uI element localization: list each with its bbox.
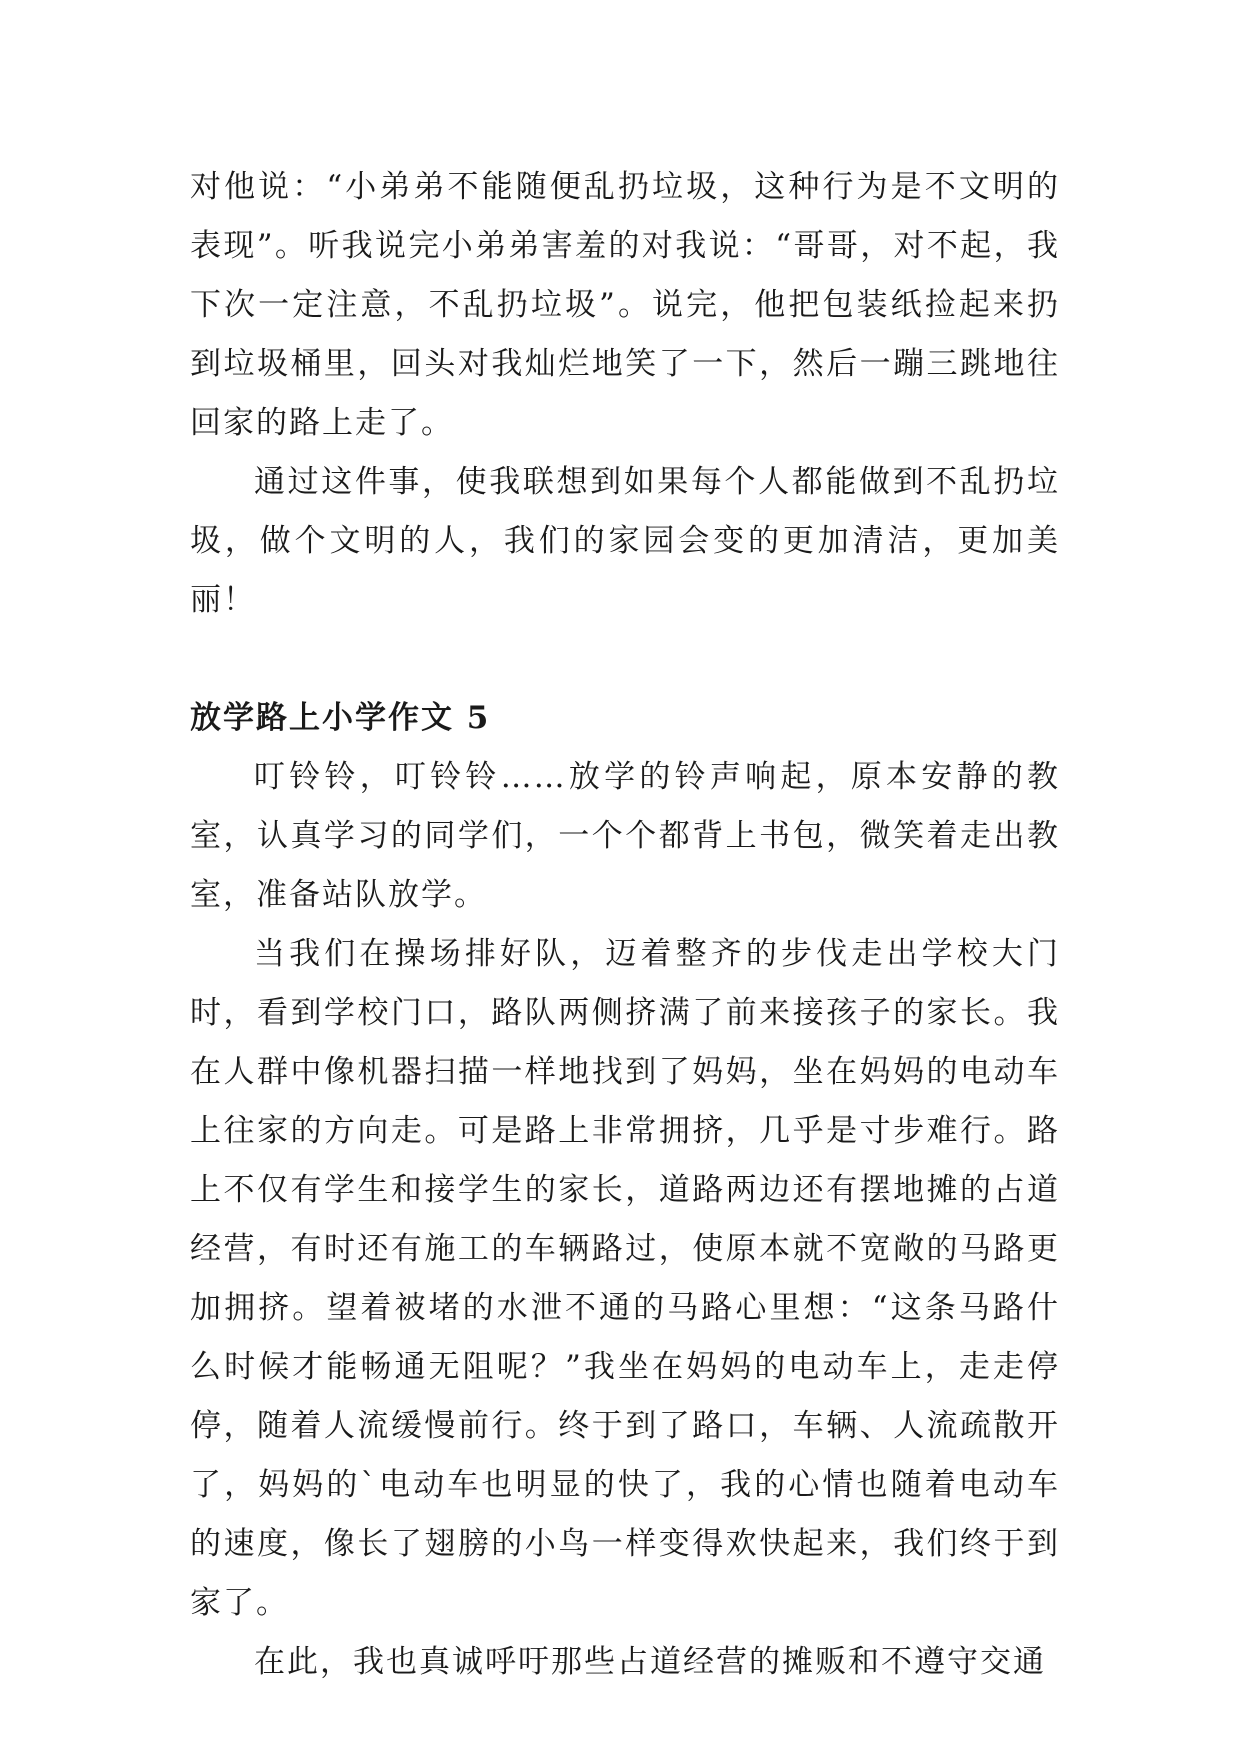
paragraph-road: 当我们在操场排好队，迈着整齐的步伐走出学校大门时，看到学校门口，路队两侧挤满了前来接孩子的家长。我在人群中像机器扫描一样地找到了妈妈，坐在妈妈的电动车上往家的方向走。可是路上非常拥挤，几乎是寸步难行。路上不仅有学生和接学生的家长，道路两边还有摆地摊的占道经营，有时还有施工的车辆路过，使原本就不宽敞的马路更加拥挤。望着被堵的水泄不通的马路心里想：“这条马路什么时候才能畅通无阻呢？”我坐在妈妈的电动车上，走走停停，随着人流缓慢前行。终于到了路口，车辆、人流疏散开了，妈妈的`电动车也明显的快了，我的心情也随着电动车的速度，像长了翅膀的小鸟一样变得欢快起来，我们终于到家了。 [190,936,1060,1621]
paragraph-conclusion: 通过这件事，使我联想到如果每个人都能做到不乱扔垃圾，做个文明的人，我们的家园会变的更加清洁，更加美丽！ [190,464,1060,618]
paragraph-continuation: 对他说：“小弟弟不能随便乱扔垃圾，这种行为是不文明的表现”。听我说完小弟弟害羞的对我说：“哥哥，对不起，我下次一定注意，不乱扔垃圾”。说完，他把包装纸捡起来扔到垃圾桶里，回头对我灿烂地笑了一下，然后一蹦三跳地往回家的路上走了。 [190,169,1060,441]
section-spacer [190,630,1060,689]
paragraph-bell: 叮铃铃，叮铃铃……放学的铃声响起，原本安静的教室，认真学习的同学们，一个个都背上书包，微笑着走出教室，准备站队放学。 [190,759,1060,913]
document-page [190,158,1060,1692]
section-title: 放学路上小学作文 5 [190,700,491,736]
paragraph-appeal: 在此，我也真诚呼吁那些占道经营的摊贩和不遵守交通 [254,1644,1046,1680]
